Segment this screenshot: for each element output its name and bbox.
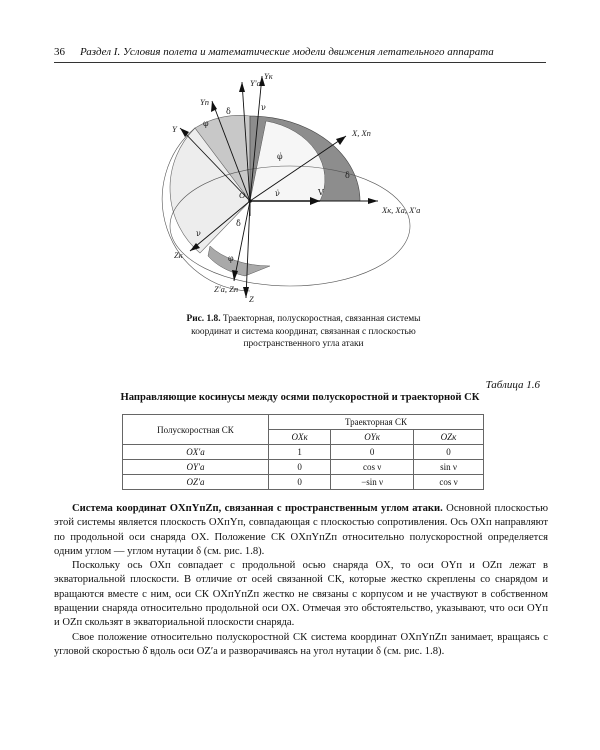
column-header: OXк	[269, 430, 331, 445]
group-header-cell: Траекторная СК	[269, 415, 484, 430]
table-cell: sin ν	[414, 460, 484, 475]
label-phi-top: φ	[203, 119, 209, 128]
label-x-k: Xк, Xa, X′a	[382, 205, 421, 215]
table-number: Таблица 1.6	[485, 379, 540, 391]
table-cell: 0	[269, 475, 331, 490]
label-y: Y	[172, 124, 177, 134]
label-y-k: Yк	[264, 71, 273, 81]
label-origin: O	[239, 190, 246, 200]
table-title: Направляющие косинусы между осями полускоростной и траекторной СК	[120, 392, 480, 403]
body-text	[54, 502, 548, 659]
row-header-cell: Полускоростная СК	[123, 415, 269, 445]
label-z: Z	[249, 294, 254, 304]
label-phi-dot: φ̇	[277, 152, 283, 161]
arrow-x-k	[368, 198, 378, 204]
paragraph-1-lead: Система координат OXпYпZп, связанная с пространственным углом атаки.	[72, 503, 443, 514]
lower-crescent	[208, 246, 270, 276]
table-cell: 0	[269, 460, 331, 475]
paragraph-1	[54, 502, 548, 559]
paragraph-2: Поскольку ось OXп совпадает с продольной осью снаряда OX, то оси OYп и OZп лежат в экваториальной плоскости. В отличие от осей связанной СК, которые жестко скреплены со снарядом и вращаются вместе с ним, оси СК OXпYпZп жестко не связаны с корпусом и не участвуют в собственном вращении снаряда относительно продольной оси OX. Отмечая это обстоятельство, указывают, что оси OYп и OZп скользят в экваториальной плоскости снаряда.	[54, 560, 548, 629]
table-cell: cos ν	[414, 475, 484, 490]
axis-z	[246, 201, 250, 298]
row-axis-cell: OZ′a	[123, 475, 269, 490]
figure-caption	[166, 313, 441, 351]
origin-point	[248, 199, 252, 203]
label-nu-dot: ν̇	[275, 189, 280, 198]
label-y-p: Yп	[200, 97, 209, 107]
figure-diagram	[150, 66, 450, 311]
table-row	[123, 445, 484, 460]
table-cell: 0	[331, 445, 414, 460]
table-cell: 0	[414, 445, 484, 460]
table-cell: 1	[269, 445, 331, 460]
coordinate-systems-figure	[150, 66, 450, 311]
table-row	[123, 475, 484, 490]
label-z-k: Zк	[174, 250, 183, 260]
label-nu-top: ν	[261, 103, 266, 112]
direction-cosines-table	[122, 414, 484, 490]
page-header	[54, 46, 546, 63]
table-cell: cos ν	[331, 460, 414, 475]
arrow-x	[336, 136, 346, 145]
arrow-y-p	[211, 101, 217, 112]
row-axis-cell: OY′a	[123, 460, 269, 475]
label-delta-top: δ	[226, 107, 231, 116]
label-delta-right: δ	[345, 171, 350, 180]
label-y-a: Y′a	[250, 78, 261, 88]
paragraph-1-rest: Основной плоскостью этой системы является плоскость OXпYп, совпадающая с плоскостью сопротивления. Ось OXп направляют по продольной оси снаряда OX. Положение СК OXпYпZп относительно полускоростной определяется одним углом — углом нутации δ (см. рис. 1.8).	[54, 503, 549, 557]
label-delta-dot: δ̇	[236, 219, 241, 228]
label-x: X, Xп	[352, 128, 371, 138]
table-header-row	[123, 415, 484, 430]
label-velocity: V	[318, 188, 324, 197]
caption-text: Траекторная, полускоростная, связанная системы координат и система координат, связанная с плоскостью пространственного угла атаки	[191, 314, 421, 349]
label-z-a: Z′a, Zп	[214, 284, 239, 294]
table-cell: −sin ν	[331, 475, 414, 490]
label-phi-bottom: φ	[228, 254, 234, 263]
paragraph-3: Свое положение относительно полускоростной СК система координат OXпYпZп занимает, вращаясь с угловой скоростью δ̇ вдоль оси OZ′a и разворачиваясь на угол нутации δ (см. рис. 1.8).	[54, 631, 548, 657]
table-row	[123, 460, 484, 475]
arrow-y-a	[239, 82, 245, 92]
label-nu-bottom: ν	[196, 229, 201, 238]
running-head: Раздел I. Условия полета и математические модели движения летательного аппарата	[80, 46, 494, 58]
page-number: 36	[54, 46, 65, 58]
row-axis-cell: OX′a	[123, 445, 269, 460]
column-header: OYк	[331, 430, 414, 445]
column-header: OZк	[414, 430, 484, 445]
caption-label: Рис. 1.8.	[186, 314, 221, 324]
